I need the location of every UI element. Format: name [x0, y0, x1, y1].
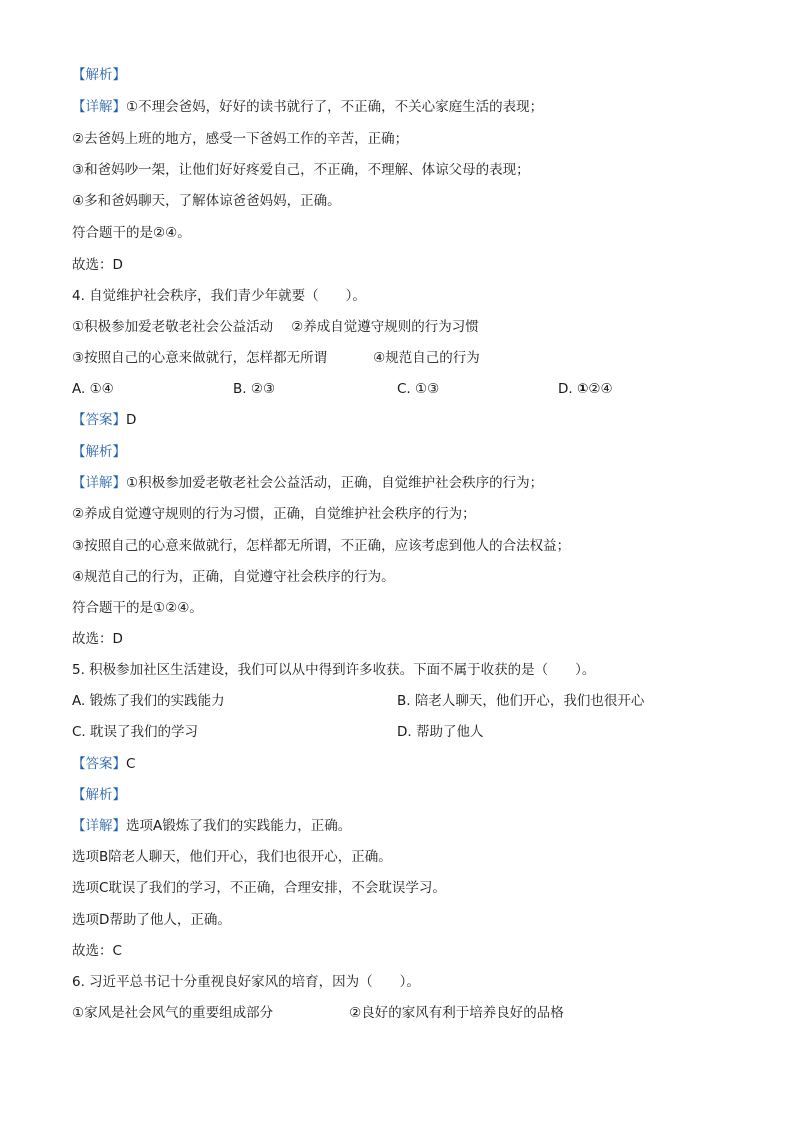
answer-line: [72, 755, 135, 773]
answer-label: 【答案】: [72, 412, 126, 428]
detail-line: [72, 817, 351, 835]
explanation-line: ③和爸妈吵一架，让他们好好疼爱自己，不正确，不理解、体谅父母的表现；: [72, 162, 530, 178]
analysis-tag: [72, 443, 126, 461]
option-d-first: ①: [576, 381, 589, 397]
statement-row: [72, 349, 480, 367]
option-b: B. ②③: [233, 381, 276, 397]
statement-item: ②养成自觉遵守规则的行为习惯: [291, 319, 479, 335]
choice-line: 故选：C: [72, 943, 122, 959]
explanation-line: ④规范自己的行为，正确，自觉遵守社会秩序的行为。: [72, 569, 395, 585]
choice-line: 故选：D: [72, 257, 123, 273]
question-stem: 6. 习近平总书记十分重视良好家风的培育，因为（ ）。: [72, 974, 420, 990]
choice-line: 故选：D: [72, 631, 123, 647]
statement-item: ②良好的家风有利于培养良好的品格: [349, 1005, 564, 1021]
explanation-line: 选项B陪老人聊天，他们开心，我们也很开心，正确。: [72, 849, 392, 865]
statement-row: [72, 1004, 564, 1022]
question-stem: 5. 积极参加社区生活建设，我们可以从中得到许多收获。下面不属于收获的是（ ）。: [72, 662, 596, 678]
detail-label: 【详解】: [72, 818, 126, 834]
explanation-line: ②养成自觉遵守规则的行为习惯，正确，自觉维护社会秩序的行为；: [72, 506, 476, 522]
option-d: [558, 380, 613, 398]
answer-label: 【答案】: [72, 756, 126, 772]
detail-text: 选项A锻炼了我们的实践能力，正确。: [126, 818, 352, 834]
detail-line: [72, 98, 543, 116]
statement-item: ③按照自己的心意来做就行，怎样都无所谓: [72, 350, 328, 366]
option-c: C. 耽误了我们的学习: [72, 724, 199, 740]
analysis-tag: [72, 786, 126, 804]
detail-text: ①不理会爸妈，好好的读书就行了，不正确，不关心家庭生活的表现；: [126, 99, 544, 115]
analysis-tag: [72, 66, 126, 84]
analysis-label: 【解析】: [72, 787, 126, 803]
option-d-prefix: D.: [558, 381, 577, 397]
statement-item: ①家风是社会风气的重要组成部分: [72, 1005, 274, 1021]
question-stem: 4. 自觉维护社会秩序，我们青少年就要（ ）。: [72, 288, 366, 304]
option-a: A. 锻炼了我们的实践能力: [72, 693, 225, 709]
analysis-label: 【解析】: [72, 444, 126, 460]
explanation-line: 选项C耽误了我们的学习，不正确，合理安排，不会耽误学习。: [72, 880, 446, 896]
option-a: A. ①④: [72, 381, 114, 397]
statement-item: ①积极参加爱老敬老社会公益活动: [72, 319, 274, 335]
explanation-line: 选项D帮助了他人，正确。: [72, 912, 231, 928]
explanation-line: ③按照自己的心意来做就行，怎样都无所谓，不正确，应该考虑到他人的合法权益；: [72, 538, 571, 554]
answer-value: C: [126, 756, 136, 772]
answer-line: [72, 411, 136, 429]
explanation-line: ②去爸妈上班的地方，感受一下爸妈工作的辛苦，正确；: [72, 131, 409, 147]
option-b: B. 陪老人聊天，他们开心，我们也很开心: [397, 693, 645, 709]
detail-label: 【详解】: [72, 475, 126, 491]
answer-value: D: [126, 412, 137, 428]
explanation-line: ④多和爸妈聊天，了解体谅爸爸妈妈，正确。: [72, 193, 341, 209]
statement-item: ④规范自己的行为: [373, 350, 480, 366]
option-c: C. ①③: [397, 381, 440, 397]
detail-text: ①积极参加爱老敬老社会公益活动，正确，自觉维护社会秩序的行为；: [126, 475, 544, 491]
option-d-rest: ②④: [588, 381, 613, 397]
statement-row: [72, 318, 479, 336]
detail-line: [72, 474, 543, 492]
analysis-label: 【解析】: [72, 67, 126, 83]
conclusion-line: 符合题干的是①②④。: [72, 600, 203, 616]
conclusion-line: 符合题干的是②④。: [72, 225, 191, 241]
option-d: D. 帮助了他人: [397, 724, 484, 740]
detail-label: 【详解】: [72, 99, 126, 115]
